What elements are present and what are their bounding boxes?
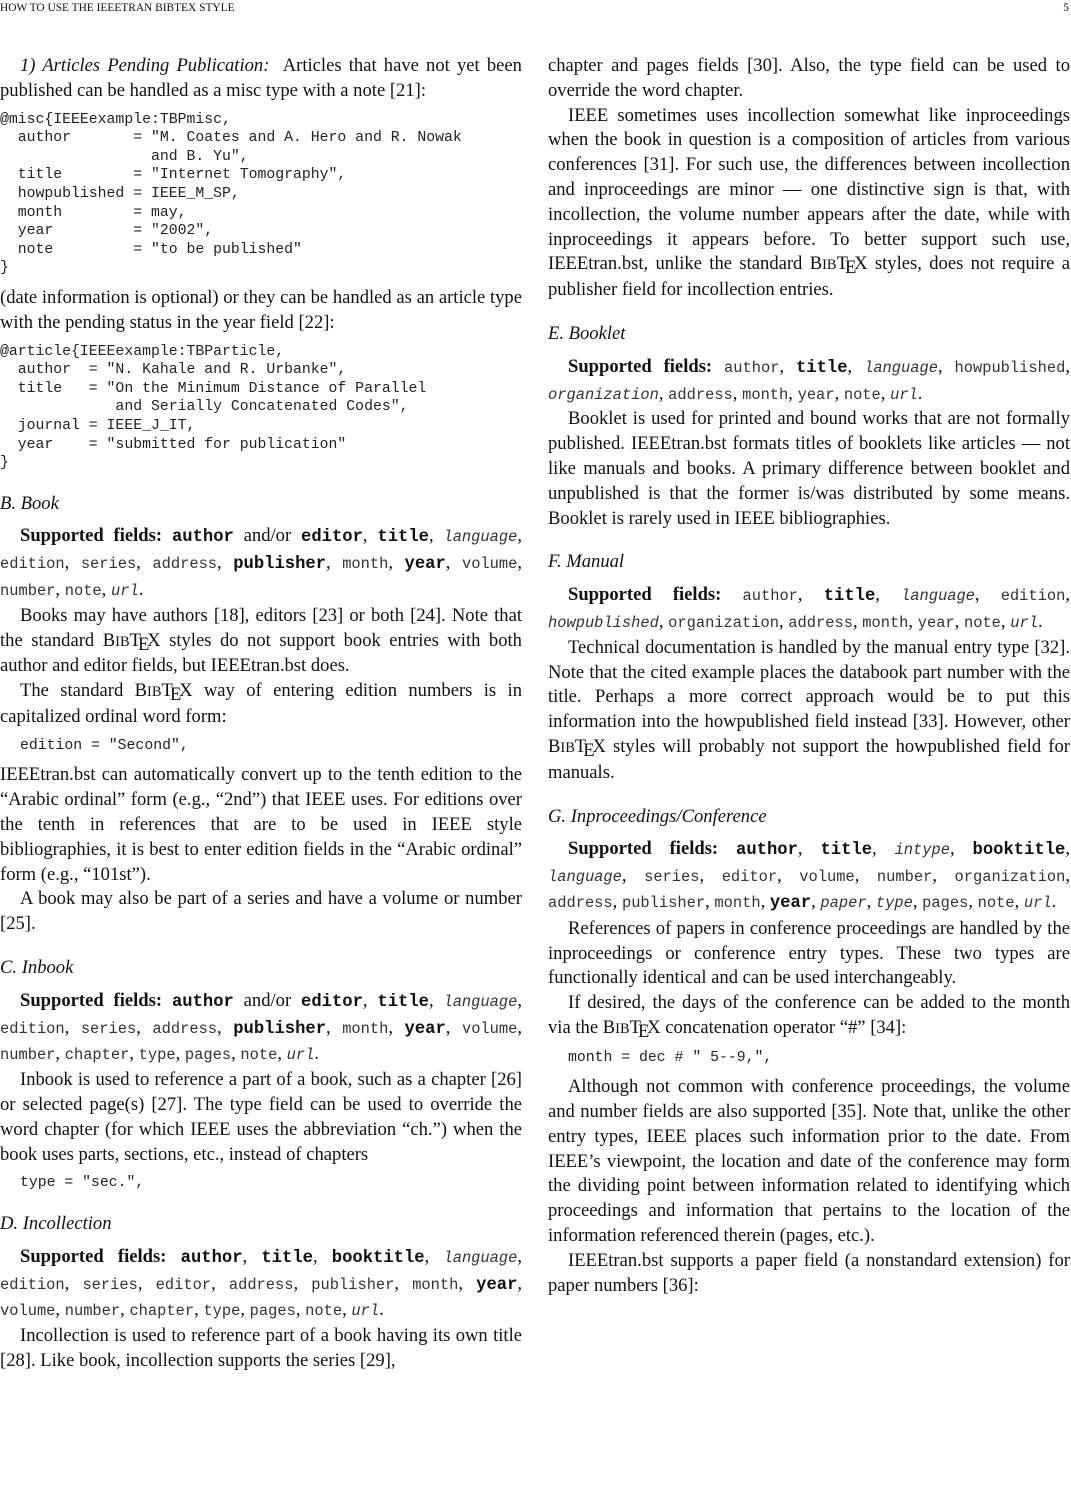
separator: ,	[136, 1016, 153, 1038]
separator: ,	[293, 1272, 312, 1294]
optional-field: address	[228, 1275, 294, 1294]
bibtex-logo-b: B	[602, 1016, 616, 1038]
text-run: way of entering edition numbers is in capitalized ordinal word form:	[0, 680, 522, 728]
separator: and/or	[233, 989, 302, 1011]
text-run: styles will probably not support the howpublished field for manuals.	[548, 735, 1070, 783]
optional-field: edition	[0, 1275, 65, 1294]
pending-publication-paragraph	[0, 54, 522, 104]
text-run: concatenation operator “#” [34]:	[660, 1016, 907, 1038]
supported-fields-label: Supported fields:	[20, 525, 163, 547]
separator: ,	[517, 989, 522, 1011]
optional-field: language	[443, 528, 518, 547]
optional-field: address	[668, 385, 733, 404]
separator: ,	[612, 890, 622, 912]
separator: ,	[788, 382, 798, 404]
left-column	[0, 54, 522, 1374]
supported-fields-booklet	[548, 355, 1070, 408]
separator: ,	[277, 1043, 287, 1065]
separator	[718, 838, 736, 859]
separator: ,	[954, 610, 964, 632]
supported-fields-label: Supported fields:	[568, 584, 722, 606]
separator: ,	[326, 552, 343, 574]
required-field: year	[404, 1019, 446, 1039]
optional-field: month	[342, 555, 389, 574]
paragraph-text: chapter and pages fields [30]. Also, the type field can be used to override the word chapter.	[548, 55, 1070, 101]
running-title: HOW TO USE THE IEEETRAN BIBTEX STYLE	[0, 2, 235, 14]
separator: ,	[949, 838, 973, 860]
section-heading-inproceedings: G. Inproceedings/Conference	[548, 805, 767, 827]
bibtex-logo-e: E	[169, 684, 182, 706]
optional-field: month	[742, 385, 789, 404]
bibtex-logo	[134, 680, 193, 706]
bibtex-logo	[809, 253, 868, 279]
bibtex-logo	[548, 735, 606, 761]
optional-field: howpublished	[954, 358, 1066, 377]
bibtex-logo-t: T	[629, 1016, 641, 1038]
code-block-article: @article{IEEEexample:TBParticle, author = "N. Kahale and R. Urbanke", title = "On the Minimum Distance of Parallel and Serially Concatenated Codes", journal = IEEE_J_IT, year = "submitted for publication" }	[0, 343, 427, 472]
separator: .	[917, 382, 923, 404]
separator: .	[138, 579, 144, 601]
separator: ,	[55, 1043, 65, 1065]
text-run: The standard	[20, 680, 135, 702]
optional-field: note	[977, 893, 1015, 912]
bibtex-logo-ib: IB	[615, 1020, 630, 1037]
section-heading-incollection: D. Incollection	[0, 1213, 112, 1234]
bibtex-logo-e: E	[583, 740, 595, 761]
supported-fields-book	[0, 524, 522, 603]
bibtex-logo-t: T	[129, 629, 141, 651]
required-field: title	[261, 1248, 313, 1268]
required-field: author	[171, 992, 234, 1012]
bibtex-logo	[102, 629, 161, 655]
optional-field: month	[862, 613, 909, 632]
section-heading-manual: F. Manual	[548, 551, 625, 573]
separator: ,	[120, 1299, 130, 1321]
optional-field: editor	[721, 868, 778, 887]
optional-field: address	[788, 613, 853, 632]
separator: ,	[217, 552, 234, 574]
separator: ,	[852, 610, 863, 632]
required-field: editor	[301, 992, 363, 1012]
separator: ,	[1000, 610, 1011, 632]
bibtex-logo-t: T	[836, 253, 848, 275]
separator	[712, 356, 724, 377]
required-field: year	[476, 1275, 518, 1295]
optional-field: number	[876, 868, 933, 887]
bibtex-logo-e: E	[138, 633, 150, 655]
optional-field: series	[644, 868, 700, 887]
optional-field: series	[82, 1275, 138, 1294]
code-block-type: type = "sec.",	[20, 1175, 145, 1192]
separator: ,	[968, 890, 978, 912]
bibtex-logo-e: E	[638, 1020, 650, 1042]
separator: ,	[55, 1299, 65, 1321]
required-field: title	[377, 992, 429, 1012]
optional-field: year	[917, 613, 955, 632]
supported-fields-inproceedings	[548, 837, 1070, 916]
separator: ,	[760, 890, 770, 912]
bibtex-logo-b: B	[809, 253, 823, 275]
optional-field: publisher	[621, 893, 706, 912]
optional-field: chapter	[64, 1046, 130, 1065]
optional-field: series	[80, 555, 137, 574]
required-field: year	[404, 555, 446, 575]
required-field: editor	[301, 528, 363, 548]
text-run: If desired, the days of the conference can be added to the month via the	[548, 992, 1070, 1038]
separator: ,	[445, 552, 462, 574]
optional-field: number	[0, 1046, 56, 1065]
required-field: booktitle	[972, 841, 1066, 861]
separator: ,	[428, 989, 444, 1011]
text-run: Technical documentation is handled by the manual entry type [32]. Note that the cited example places the databook part number with the title. Perhaps a more correct approach would be to put this information into the howpublished field instead [33]. However, other	[548, 636, 1070, 733]
separator: ,	[64, 552, 81, 574]
optional-field: paper	[820, 893, 867, 912]
optional-field: type	[875, 893, 913, 912]
section-heading-booklet: E. Booklet	[548, 322, 626, 344]
supported-fields-label: Supported fields:	[568, 355, 713, 377]
separator: ,	[517, 1245, 523, 1267]
separator: ,	[231, 1043, 241, 1065]
text-run: styles, does not require a publisher field for incollection entries.	[548, 253, 1070, 301]
supported-fields-label: Supported fields:	[568, 838, 719, 860]
optional-field: howpublished	[548, 613, 659, 632]
separator: .	[1051, 890, 1057, 912]
paragraph-text: Inbook is used to reference a part of a book, such as a chapter [26] or selected page(s) [27]. The type field can be used to override the word chapter (for which IEEE uses the abbreviation “ch.”) when the book uses parts, sections, etc., instead of chapters	[0, 1069, 522, 1165]
separator: ,	[362, 989, 378, 1011]
optional-field: edition	[1000, 587, 1066, 606]
optional-field: address	[152, 555, 218, 574]
optional-field: organization	[548, 385, 659, 404]
bibtex-logo-ib: IB	[822, 257, 837, 274]
optional-field: editor	[155, 1275, 212, 1294]
separator: ,	[129, 1043, 139, 1065]
optional-field: month	[714, 893, 761, 912]
separator: ,	[937, 355, 955, 377]
supported-fields-incollection	[0, 1245, 522, 1324]
optional-field: url	[1010, 613, 1038, 632]
optional-field: url	[286, 1046, 315, 1065]
required-field: author	[171, 528, 234, 548]
separator: ,	[732, 382, 743, 404]
separator: ,	[136, 552, 153, 574]
text-run: styles do not support book entries with both author and editor fields, but IEEEtran.bst does.	[0, 629, 522, 677]
separator: ,	[517, 552, 523, 574]
optional-field: language	[864, 358, 938, 377]
optional-field: language	[548, 868, 622, 887]
separator: ,	[312, 1245, 332, 1267]
separator: ,	[834, 382, 844, 404]
separator: ,	[194, 1299, 204, 1321]
required-field: author	[736, 841, 798, 861]
optional-field: volume	[799, 868, 855, 887]
bibtex-logo-x: X	[179, 680, 193, 702]
separator: ,	[458, 1272, 477, 1294]
optional-field: language	[443, 1248, 518, 1267]
paragraph-text	[548, 104, 1070, 303]
right-column	[548, 54, 1070, 1298]
optional-field: pages	[922, 893, 969, 912]
paragraph-text: References of papers in conference proceedings are handled by the inproceedings or conference entry types. These two types are functionally identical and can be used interchangeably.	[548, 917, 1070, 989]
separator: ,	[342, 1299, 352, 1321]
optional-field: language	[901, 587, 975, 606]
bibtex-logo-x: X	[592, 735, 606, 757]
separator: ,	[658, 382, 669, 404]
paragraph-text	[0, 604, 522, 679]
separator: ,	[295, 1299, 306, 1321]
separator: ,	[55, 579, 65, 601]
optional-field: url	[351, 1302, 380, 1321]
optional-field: organization	[954, 868, 1066, 887]
optional-field: number	[0, 582, 56, 601]
paragraph-text: Incollection is used to reference part of a book having its own title [28]. Like book, incollection supports the series [29],	[0, 1325, 522, 1371]
required-field: title	[795, 358, 848, 378]
separator: ,	[974, 584, 1001, 606]
separator: ,	[517, 1016, 523, 1038]
optional-field: month	[412, 1275, 459, 1294]
paragraph-heading: 1) Articles Pending Publication:	[20, 55, 270, 76]
separator: ,	[797, 838, 821, 860]
supported-fields-label: Supported fields:	[20, 989, 163, 1011]
bibtex-logo	[602, 1016, 661, 1042]
optional-field: note	[963, 613, 1001, 632]
bibtex-logo-b: B	[134, 680, 148, 702]
required-field: publisher	[233, 1019, 327, 1039]
separator: ,	[658, 610, 669, 632]
separator: ,	[1014, 890, 1024, 912]
bibtex-logo-e: E	[844, 257, 857, 279]
section-heading-book: B. Book	[0, 492, 59, 514]
separator: ,	[699, 865, 722, 887]
optional-field: type	[203, 1302, 241, 1321]
bibtex-logo-t: T	[161, 680, 173, 702]
separator: ,	[912, 890, 923, 912]
running-header	[0, 0, 1071, 20]
supported-fields-manual	[548, 583, 1070, 636]
optional-field: volume	[0, 1302, 56, 1321]
bibtex-logo-ib: IB	[115, 633, 130, 650]
separator: ,	[621, 865, 645, 887]
code-block-misc: @misc{IEEEexample:TBPmisc, author = "M. Coates and A. Hero and R. Nowak and B. Yu", title = "Internet Tomography", howpublished = IEEE_M_SP, month = may, year = "2002", note = "to be published" }	[0, 111, 462, 277]
optional-field: volume	[461, 555, 518, 574]
required-field: title	[823, 587, 876, 607]
separator: ,	[211, 1272, 229, 1294]
paragraph-text: IEEEtran.bst can automatically convert up to the tenth edition to the “Arabic ordinal” form (e.g., “2nd”) that IEEE uses. For editions over the tenth in references that are to be used in IEEE style bibliographies, it is best to enter edition fields in the “Arabic ordinal” form (e.g., “101st”).	[0, 764, 522, 885]
optional-field: note	[305, 1302, 343, 1321]
separator: ,	[64, 1272, 83, 1294]
optional-field: address	[152, 1019, 218, 1038]
paragraph-text: Articles that have not yet been published can be handled as a misc type with a note [21]:	[0, 55, 522, 101]
separator: ,	[217, 1016, 234, 1038]
page-number: 5	[1063, 2, 1069, 14]
optional-field: note	[240, 1046, 278, 1065]
separator	[721, 584, 742, 605]
text-run: Books may have authors [18], editors [23] or both [24]. Note that the standard	[0, 604, 522, 651]
required-field: title	[377, 528, 429, 548]
optional-field: note	[843, 385, 881, 404]
separator: ,	[1065, 584, 1070, 606]
separator: ,	[932, 865, 955, 887]
optional-field: note	[64, 582, 102, 601]
text-run: IEEE sometimes uses incollection somewhat like inproceedings when the book in question is a composition of articles from various conferences [31]. For such use, the differences between incollection and inproceedings are minor — one distinctive sign is that, with incollection, the volume number appears after the date, while with inproceedings it appears before. To better support such use, IEEEtran.bst, unlike the standard	[548, 104, 1070, 275]
optional-field: edition	[0, 555, 65, 574]
required-field: year	[769, 893, 812, 913]
separator: ,	[797, 584, 824, 606]
required-field: publisher	[233, 555, 327, 575]
separator: ,	[872, 838, 895, 860]
optional-field: author	[742, 587, 798, 606]
separator	[166, 1246, 180, 1267]
optional-field: language	[443, 992, 518, 1011]
supported-fields-label: Supported fields:	[20, 1245, 167, 1267]
optional-field: url	[110, 582, 139, 601]
separator: ,	[777, 865, 800, 887]
separator: ,	[428, 525, 444, 547]
optional-field: year	[797, 385, 835, 404]
optional-field: month	[342, 1019, 389, 1038]
separator: ,	[517, 1272, 523, 1294]
separator: ,	[705, 890, 715, 912]
separator: ,	[424, 1245, 444, 1267]
section-heading-inbook: C. Inbook	[0, 957, 74, 979]
optional-field: publisher	[311, 1275, 395, 1294]
separator: ,	[388, 552, 405, 574]
optional-field: intype	[894, 841, 950, 860]
bibtex-logo-x: X	[147, 629, 161, 651]
separator: ,	[362, 525, 378, 547]
optional-field: edition	[0, 1019, 65, 1038]
separator: .	[1037, 610, 1043, 632]
separator: .	[379, 1299, 384, 1321]
optional-field: chapter	[129, 1302, 195, 1321]
separator: ,	[445, 1016, 462, 1038]
bibtex-logo-x: X	[647, 1016, 661, 1038]
separator: ,	[64, 1016, 81, 1038]
optional-field: organization	[668, 613, 779, 632]
separator: ,	[880, 382, 891, 404]
separator: .	[314, 1043, 320, 1065]
optional-field: url	[1023, 893, 1052, 912]
separator	[162, 990, 172, 1011]
separator	[162, 525, 172, 546]
optional-field: pages	[249, 1302, 296, 1321]
bibtex-logo-b: B	[102, 629, 116, 651]
separator: ,	[875, 584, 902, 606]
paragraph-text	[548, 636, 1070, 786]
paragraph-text	[0, 679, 522, 730]
optional-field: pages	[184, 1046, 232, 1065]
optional-field: author	[724, 358, 780, 377]
bibtex-logo-t: T	[574, 735, 587, 757]
paragraph-text: IEEEtran.bst supports a paper field (a nonstandard extension) for paper numbers [36]:	[548, 1249, 1070, 1296]
separator: ,	[1065, 355, 1070, 377]
required-field: booktitle	[331, 1248, 425, 1268]
paragraph-text: Booklet is used for printed and bound works that are not formally published. IEEEtran.bst formats titles of booklets like articles — not like manuals and books. A primary difference between booklet and unpublished is that the former is/was distributed by some means. Booklet is rarely used in IEEE bibliographies.	[548, 408, 1070, 529]
required-field: title	[820, 841, 873, 861]
separator: ,	[388, 1016, 405, 1038]
optional-field: number	[64, 1302, 121, 1321]
supported-fields-inbook	[0, 989, 522, 1068]
separator: ,	[326, 1016, 343, 1038]
bibtex-logo-ib: IB	[560, 739, 575, 756]
separator: ,	[101, 579, 111, 601]
optional-field: volume	[461, 1019, 518, 1038]
paragraph-text	[548, 991, 1070, 1042]
separator: ,	[779, 355, 796, 377]
optional-field: url	[890, 385, 918, 404]
separator: ,	[1065, 865, 1071, 887]
separator: and/or	[233, 525, 302, 547]
separator: ,	[517, 525, 522, 547]
code-block-month: month = dec # " 5--9,",	[568, 1049, 773, 1066]
paragraph-text: Although not common with conference proceedings, the volume and number fields are also supported [35]. Note that, unlike the other entry types, IEEE places such information prior to the date. From IEEE’s viewpoint, the location and date of the conference may form the dividing point between information related to identifying which proceedings and information that pertains to the location of the information referenced therein (pages, etc.).	[548, 1076, 1070, 1247]
bibtex-logo-ib: IB	[147, 684, 162, 701]
separator: ,	[778, 610, 789, 632]
required-field: author	[180, 1248, 243, 1268]
separator: ,	[866, 890, 876, 912]
separator: ,	[1065, 838, 1070, 860]
separator: ,	[175, 1043, 185, 1065]
separator: ,	[242, 1245, 262, 1267]
separator: ,	[137, 1272, 156, 1294]
code-block-edition: edition = "Second",	[20, 737, 189, 754]
separator: ,	[854, 865, 877, 887]
bibtex-logo-b: B	[548, 735, 561, 757]
separator: ,	[240, 1299, 250, 1321]
separator: ,	[847, 355, 865, 377]
separator: ,	[811, 890, 821, 912]
paragraph-text: A book may also be part of a series and have a volume or number [25].	[0, 888, 522, 935]
optional-field: address	[548, 893, 613, 912]
bibtex-logo-x: X	[854, 253, 868, 275]
separator: ,	[394, 1272, 413, 1294]
paragraph-text: (date information is optional) or they can be handled as an article type with the pending status in the year field [22]:	[0, 286, 522, 333]
separator: ,	[908, 610, 918, 632]
optional-field: series	[80, 1019, 137, 1038]
optional-field: type	[138, 1046, 176, 1065]
